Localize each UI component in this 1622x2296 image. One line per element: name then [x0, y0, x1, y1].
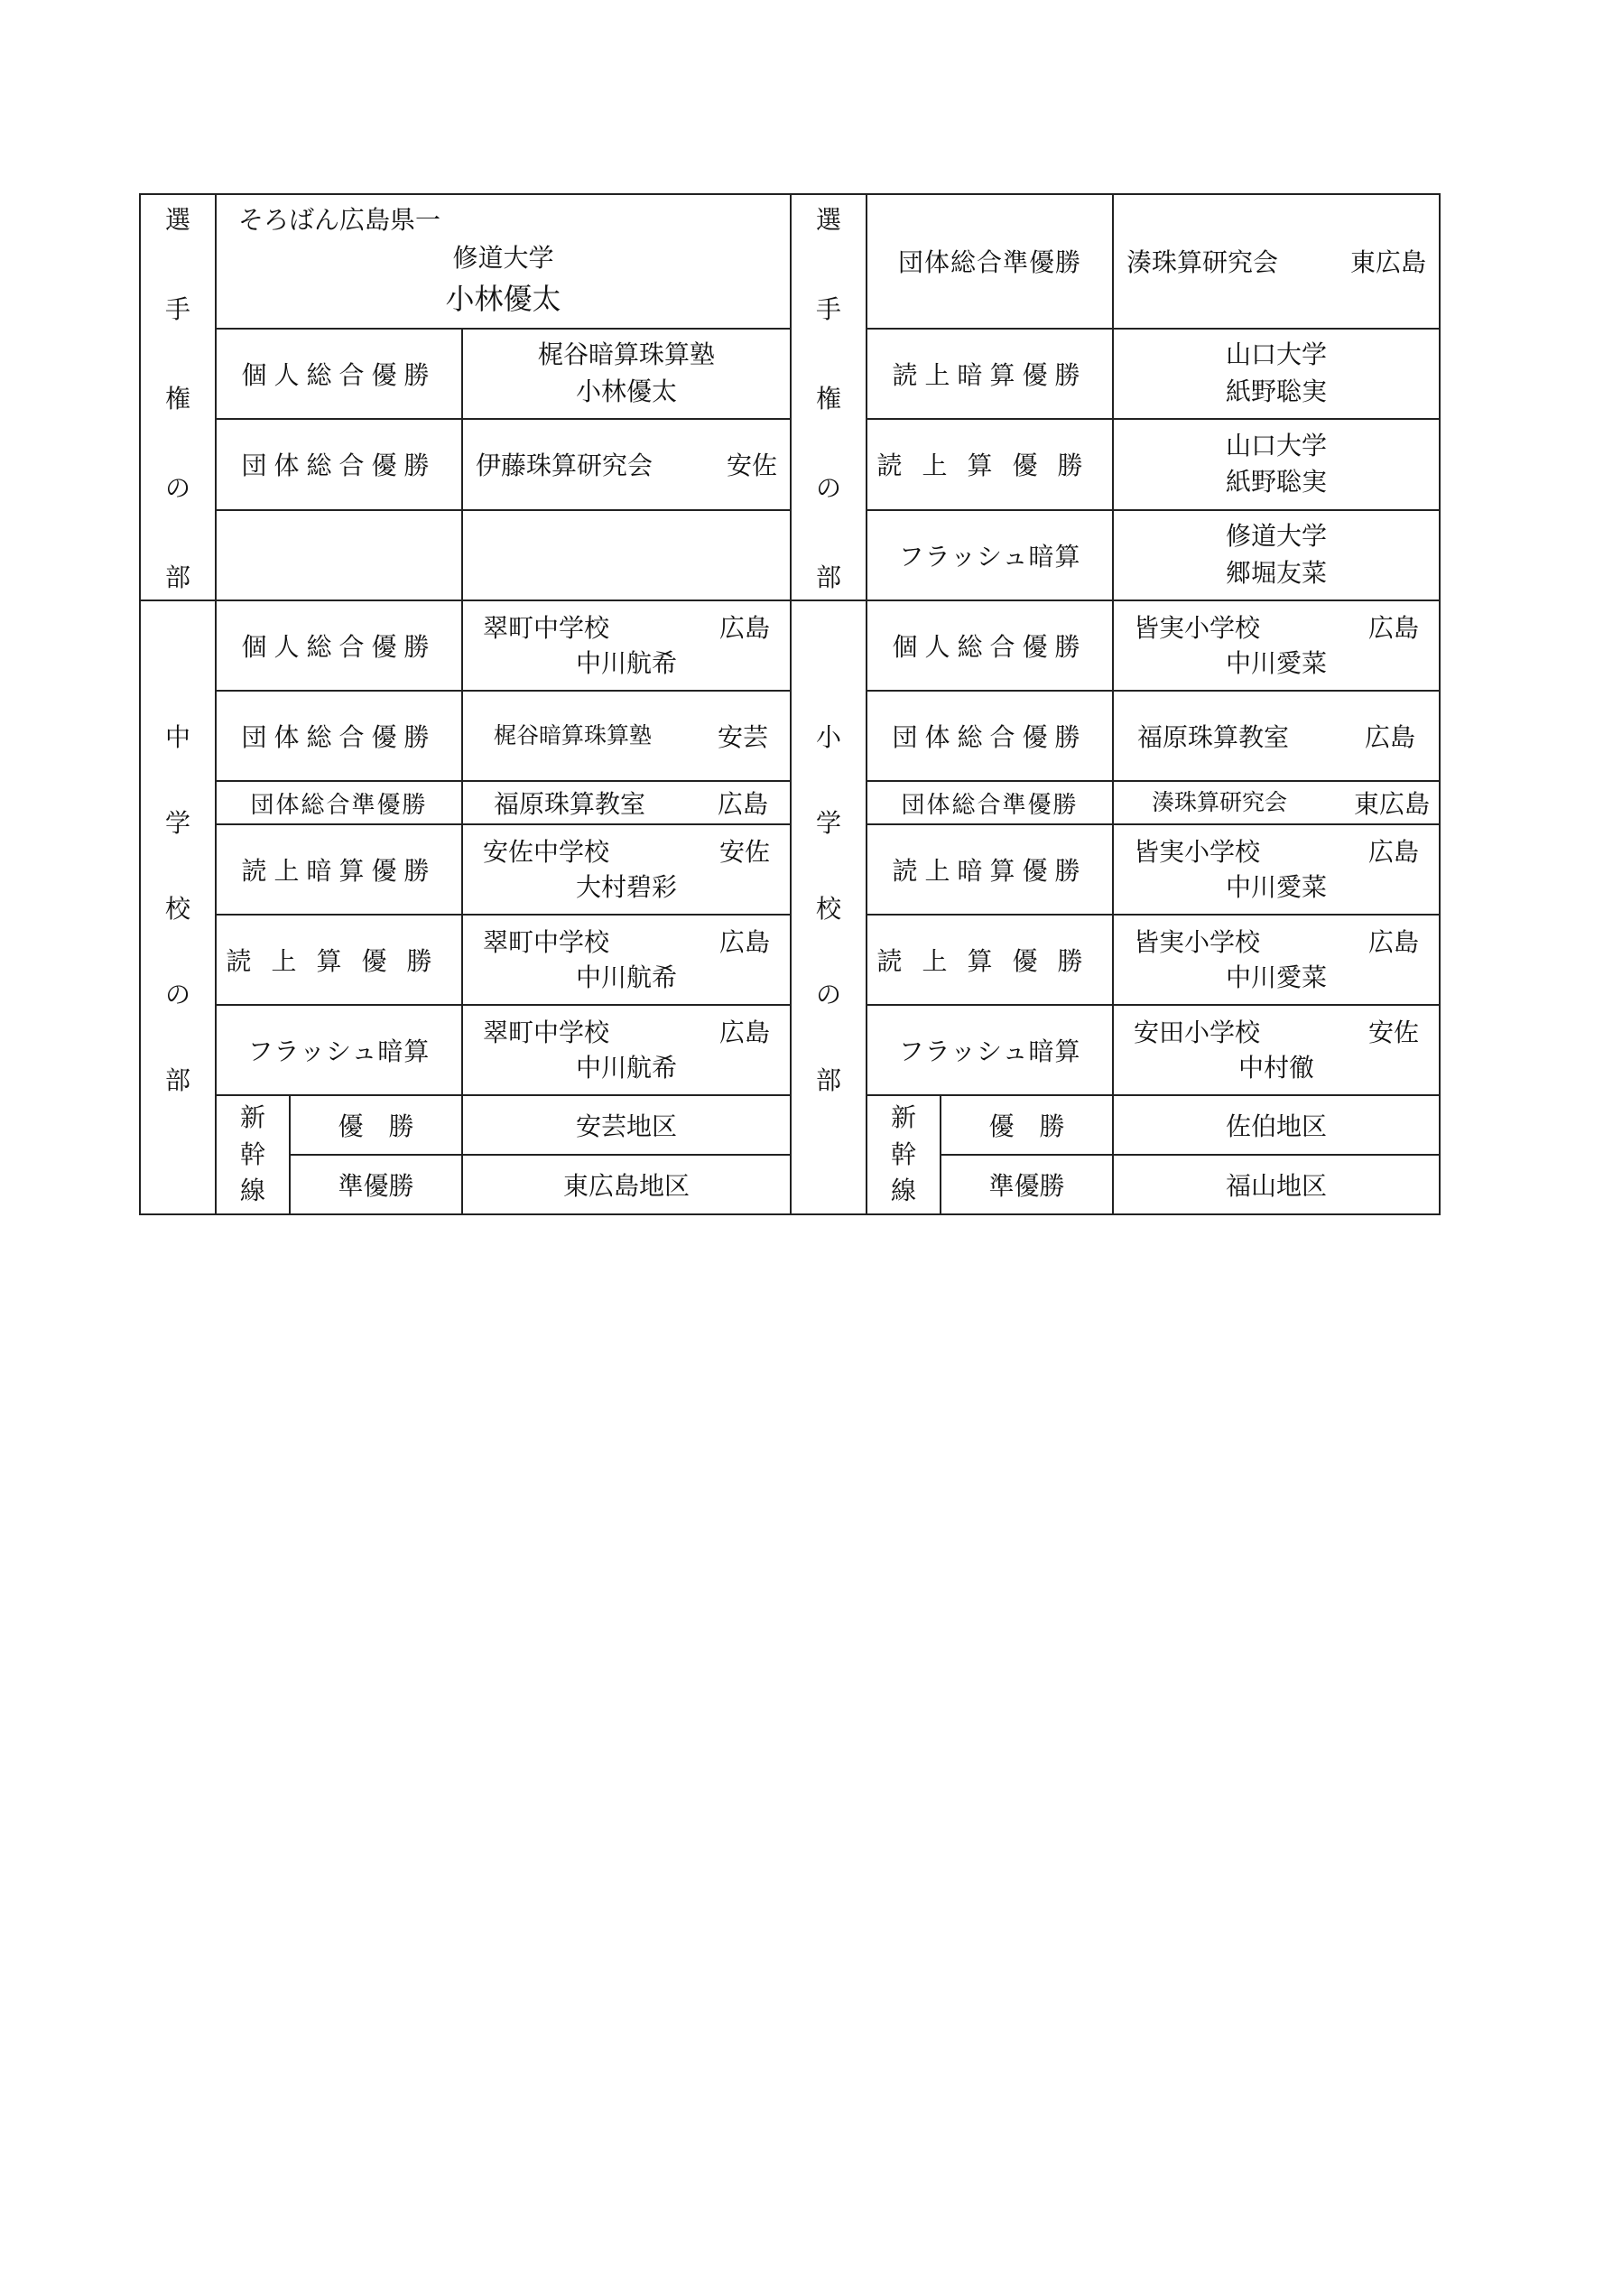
award-value: 湊珠算研究会 東広島	[1113, 194, 1440, 329]
table-row	[140, 600, 1440, 691]
champion-school: 修道大学	[452, 243, 554, 274]
champion-cell	[216, 194, 791, 329]
award-value: 安佐中学校 安佐 大村碧彩	[462, 824, 791, 915]
section-char: 部	[816, 1065, 842, 1095]
award-value-empty	[462, 510, 791, 600]
shinkansen-runner-label: 準優勝	[941, 1155, 1113, 1214]
table-row	[140, 691, 1440, 781]
section-char: 権	[164, 384, 190, 414]
award-label: 個人総合優勝	[867, 600, 1113, 691]
section-char: の	[164, 980, 190, 1009]
shinkansen-win-value: 安芸地区	[462, 1095, 791, 1155]
award-label: 団体総合準優勝	[216, 781, 462, 824]
section-char: 選	[164, 205, 190, 235]
shinkansen-label-right: 新 幹 線	[867, 1095, 941, 1214]
shinkansen-runner-label: 準優勝	[290, 1155, 462, 1214]
award-label: 団体総合優勝	[216, 691, 462, 781]
award-value: 翠町中学校 広島 中川航希	[462, 600, 791, 691]
award-label: 読上算優勝	[867, 915, 1113, 1005]
section-char: 部	[164, 1065, 190, 1095]
table-row	[140, 510, 1440, 600]
table-row	[140, 194, 1440, 329]
section-char: 権	[816, 384, 842, 414]
award-label: 読上算優勝	[216, 915, 462, 1005]
award-label: 読上暗算優勝	[216, 824, 462, 915]
section-label-senshuken-right	[791, 194, 867, 600]
award-value: 皆実小学校 広島 中川愛菜	[1113, 824, 1440, 915]
shinkansen-win-value: 佐伯地区	[1113, 1095, 1440, 1155]
section-char: の	[816, 980, 842, 1009]
table-row	[140, 781, 1440, 824]
award-value: 湊珠算研究会 東広島	[1113, 781, 1440, 824]
award-value: 皆実小学校 広島 中川愛菜	[1113, 600, 1440, 691]
table-row	[140, 824, 1440, 915]
table-row	[140, 329, 1440, 419]
award-label: 団体総合優勝	[867, 691, 1113, 781]
award-value: 梶谷暗算珠算塾 小林優太	[462, 329, 791, 419]
section-char: 部	[816, 562, 842, 592]
section-char: 学	[164, 808, 190, 838]
section-char: 選	[816, 205, 842, 235]
award-label: 個人総合優勝	[216, 600, 462, 691]
award-value: 安田小学校 安佐 中村徹	[1113, 1005, 1440, 1095]
section-char: 中	[164, 722, 190, 752]
award-label: 団体総合準優勝	[867, 781, 1113, 824]
table-row	[140, 915, 1440, 1005]
section-char: 部	[164, 562, 190, 592]
section-char: 小	[816, 722, 842, 752]
table-row	[140, 419, 1440, 509]
table-row	[140, 1005, 1440, 1095]
shinkansen-runner-value: 東広島地区	[462, 1155, 791, 1214]
section-label-shogakko	[791, 600, 867, 1214]
champion-name: 小林優太	[445, 282, 561, 317]
award-label: 団体総合優勝	[216, 419, 462, 509]
section-char: の	[816, 473, 842, 503]
shinkansen-runner-value: 福山地区	[1113, 1155, 1440, 1214]
award-label: 読上暗算優勝	[867, 329, 1113, 419]
section-char: 校	[816, 894, 842, 924]
award-label-empty	[216, 510, 462, 600]
award-value: 皆実小学校 広島 中川愛菜	[1113, 915, 1440, 1005]
table-row	[140, 1095, 1440, 1155]
section-char: 手	[164, 294, 190, 324]
section-char: の	[164, 473, 190, 503]
award-label: フラッシュ暗算	[867, 510, 1113, 600]
award-value: 梶谷暗算珠算塾 安芸	[462, 691, 791, 781]
section-char: 学	[816, 808, 842, 838]
shinkansen-win-label: 優 勝	[290, 1095, 462, 1155]
award-label: 団体総合準優勝	[867, 194, 1113, 329]
section-label-chugakko	[140, 600, 216, 1214]
award-label: 読上暗算優勝	[867, 824, 1113, 915]
table-row	[140, 1155, 1440, 1214]
award-value: 山口大学 紙野聡実	[1113, 329, 1440, 419]
award-value: 翠町中学校 広島 中川航希	[462, 915, 791, 1005]
award-label: 個人総合優勝	[216, 329, 462, 419]
award-value: 翠町中学校 広島 中川航希	[462, 1005, 791, 1095]
shinkansen-win-label: 優 勝	[941, 1095, 1113, 1155]
champion-title: そろばん広島県一	[238, 205, 441, 236]
award-value: 福原珠算教室 広島	[462, 781, 791, 824]
shinkansen-label-left: 新 幹 線	[216, 1095, 290, 1214]
results-sheet	[139, 193, 1439, 1213]
award-value: 修道大学 郷堀友菜	[1113, 510, 1440, 600]
award-value: 伊藤珠算研究会 安佐	[462, 419, 791, 509]
award-value: 山口大学 紙野聡実	[1113, 419, 1440, 509]
award-label: フラッシュ暗算	[867, 1005, 1113, 1095]
section-label-senshuken-left	[140, 194, 216, 600]
results-table	[139, 193, 1441, 1215]
award-label: 読上算優勝	[867, 419, 1113, 509]
section-char: 手	[816, 294, 842, 324]
award-label: フラッシュ暗算	[216, 1005, 462, 1095]
section-char: 校	[164, 894, 190, 924]
award-value: 福原珠算教室 広島	[1113, 691, 1440, 781]
